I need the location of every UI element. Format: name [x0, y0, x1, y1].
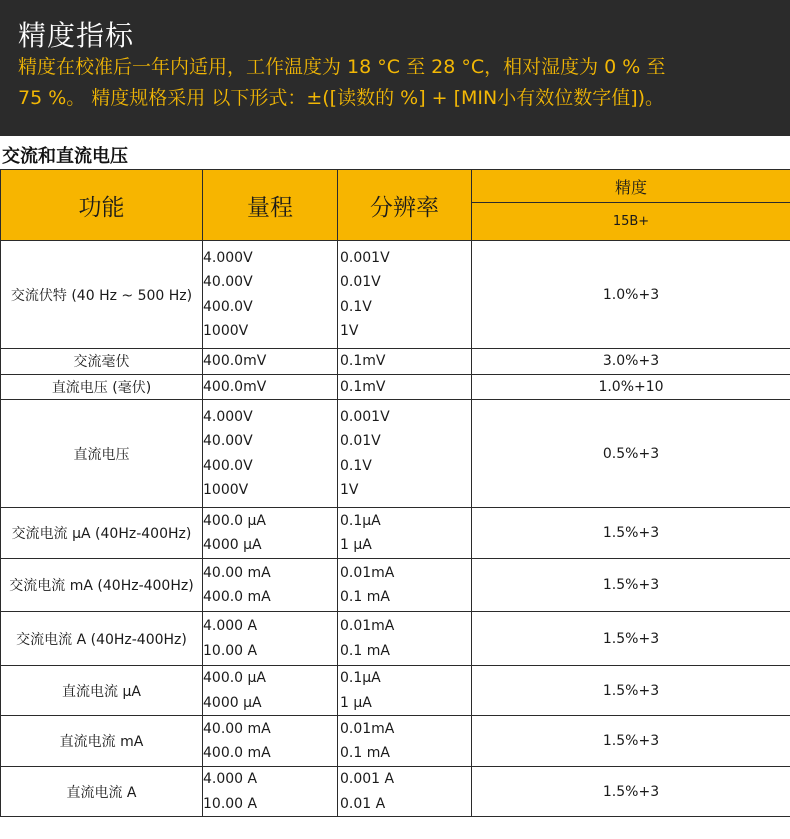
resolution-cell	[338, 241, 472, 349]
function-cell: 直流电压	[1, 400, 203, 508]
table-row	[1, 508, 790, 559]
resolution-value: 0.1µA	[340, 670, 381, 686]
function-cell: 直流电流 A	[1, 767, 203, 817]
function-cell: 交流伏特 (40 Hz ~ 500 Hz)	[1, 241, 203, 349]
accuracy-cell: 1.5%+3	[472, 716, 790, 767]
resolution-value: 0.001V	[340, 408, 390, 425]
resolution-cell	[338, 374, 472, 400]
table-row	[1, 374, 790, 400]
range-value: 400.0mV	[203, 378, 267, 395]
page-title: 精度指标	[18, 19, 135, 52]
resolution-value: 0.1V	[340, 298, 372, 315]
resolution-value: 0.1µA	[340, 512, 381, 529]
header-accuracy: 精度	[472, 170, 790, 203]
accuracy-cell: 1.5%+3	[472, 559, 790, 612]
range-value: 4.000V	[203, 249, 253, 266]
resolution-value: 0.1mV	[340, 378, 386, 395]
resolution-value: 0.1mV	[340, 353, 386, 369]
header-function: 功能	[1, 170, 203, 241]
resolution-value: 0.1V	[340, 457, 372, 474]
accuracy-cell: 0.5%+3	[472, 400, 790, 508]
accuracy-cell: 1.5%+3	[472, 612, 790, 666]
header-model: 15B+	[472, 203, 790, 241]
header-banner	[0, 0, 790, 136]
accuracy-cell: 1.0%+10	[472, 374, 790, 400]
resolution-value: 0.01mA	[340, 720, 395, 737]
range-cell	[203, 559, 338, 612]
range-value: 4000 µA	[203, 537, 262, 553]
resolution-cell	[338, 716, 472, 767]
range-cell	[203, 508, 338, 559]
accuracy-cell: 1.0%+3	[472, 241, 790, 349]
range-value: 4.000 A	[203, 771, 258, 787]
range-value: 400.0mV	[203, 353, 267, 369]
range-cell	[203, 400, 338, 508]
resolution-value: 1V	[340, 482, 359, 498]
range-value: 40.00V	[203, 433, 253, 449]
accuracy-cell: 1.5%+3	[472, 666, 790, 716]
range-value: 400.0V	[203, 298, 253, 315]
resolution-value: 0.01V	[340, 274, 381, 290]
function-cell: 直流电流 µA	[1, 666, 203, 716]
header-resolution: 分辨率	[338, 170, 472, 241]
range-value: 400.0 mA	[203, 745, 271, 761]
resolution-cell	[338, 612, 472, 666]
resolution-value: 1 µA	[340, 694, 372, 711]
range-cell	[203, 612, 338, 666]
range-value: 4.000V	[203, 408, 253, 425]
range-value: 10.00 A	[203, 795, 258, 812]
range-value: 1000V	[203, 482, 249, 498]
resolution-value: 0.1 mA	[340, 745, 390, 761]
function-cell: 直流电压 (毫伏)	[1, 374, 203, 400]
range-value: 400.0 µA	[203, 512, 267, 529]
range-value: 400.0V	[203, 457, 253, 474]
range-value: 4.000 A	[203, 618, 258, 634]
table-row	[1, 612, 790, 666]
function-cell: 交流电流 mA (40Hz-400Hz)	[1, 559, 203, 612]
range-cell	[203, 241, 338, 349]
resolution-value: 0.01 A	[340, 795, 386, 812]
range-value: 40.00 mA	[203, 564, 271, 581]
function-cell: 直流电流 mA	[1, 716, 203, 767]
accuracy-cell: 1.5%+3	[472, 767, 790, 817]
table-row	[1, 349, 790, 375]
resolution-cell	[338, 559, 472, 612]
section-title: 交流和直流电压	[2, 146, 128, 167]
table-row	[1, 241, 790, 349]
range-value: 400.0 mA	[203, 589, 271, 605]
accuracy-cell: 3.0%+3	[472, 349, 790, 375]
range-value: 1000V	[203, 323, 249, 339]
resolution-cell	[338, 767, 472, 817]
range-cell	[203, 349, 338, 375]
range-value: 10.00 A	[203, 642, 258, 659]
range-value: 400.0 µA	[203, 670, 267, 686]
range-cell	[203, 666, 338, 716]
spec-table	[0, 169, 790, 817]
range-value: 4000 µA	[203, 694, 262, 711]
range-cell	[203, 767, 338, 817]
accuracy-note-line-2: 75 %。 精度规格采用 以下形式：±([读数的 %] + [MIN小有效位数字值])。	[18, 87, 665, 109]
table-row	[1, 400, 790, 508]
resolution-cell	[338, 508, 472, 559]
range-value: 40.00V	[203, 274, 253, 290]
resolution-value: 1 µA	[340, 537, 372, 553]
resolution-value: 0.01mA	[340, 564, 395, 581]
table-row	[1, 666, 790, 716]
resolution-cell	[338, 400, 472, 508]
range-cell	[203, 716, 338, 767]
range-value: 40.00 mA	[203, 720, 271, 737]
accuracy-note-line-1: 精度在校准后一年内适用，工作温度为 18 °C 至 28 °C，相对湿度为 0 % 至	[18, 56, 666, 78]
table-row	[1, 716, 790, 767]
resolution-cell	[338, 666, 472, 716]
resolution-value: 0.1 mA	[340, 589, 390, 605]
resolution-value: 0.1 mA	[340, 642, 390, 659]
function-cell: 交流电流 A (40Hz-400Hz)	[1, 612, 203, 666]
resolution-value: 0.01V	[340, 433, 381, 449]
table-row	[1, 559, 790, 612]
range-cell	[203, 374, 338, 400]
resolution-value: 1V	[340, 323, 359, 339]
resolution-value: 0.01mA	[340, 618, 395, 634]
resolution-value: 0.001V	[340, 249, 390, 266]
resolution-value: 0.001 A	[340, 771, 395, 787]
table-row	[1, 767, 790, 817]
resolution-cell	[338, 349, 472, 375]
header-range: 量程	[203, 170, 338, 241]
accuracy-cell: 1.5%+3	[472, 508, 790, 559]
function-cell: 交流电流 µA (40Hz-400Hz)	[1, 508, 203, 559]
function-cell: 交流毫伏	[1, 349, 203, 375]
